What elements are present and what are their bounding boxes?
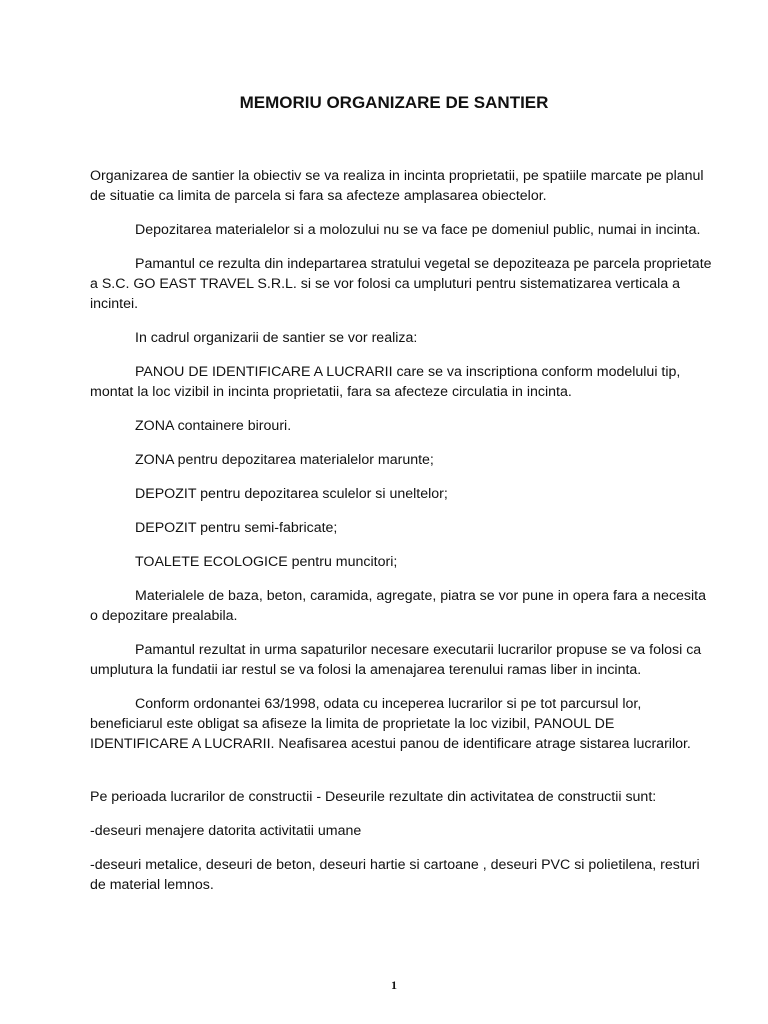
paragraph-id-panel: PANOU DE IDENTIFICARE A LUCRARII care se va inscriptiona conform modelului tip, montat la loc vizibil in incinta proprietatii, fara sa afecteze circulatia in incinta. [90,364,681,400]
paragraph-site-items-intro: In cadrul organizarii de santier se vor realiza: [135,330,418,346]
document-body [90,166,715,909]
list-item: -deseuri menajere datorita activitatii umane [90,823,362,839]
paragraph-excavated-soil: Pamantul rezultat in urma sapaturilor necesare executarii lucrarilor propuse se va folosi ca umplutura la fundatii iar restul se va folosi la amenajarea terenului ramas liber in incinta. [90,642,702,678]
list-item: ZONA containere birouri. [135,418,292,434]
page-number: 1 [391,978,397,992]
paragraph-soil: Pamantul ce rezulta din indepartarea stratului vegetal se depoziteaza pe parcela proprietate a S.C. GO EAST TRAVEL S.R.L. si se vor folosi ca umpluturi pentru sistematizarea verticala a incintei. [90,256,712,312]
paragraph-intro: Organizarea de santier la obiectiv se va realiza in incinta proprietatii, pe spatiile marcate pe planul de situatie ca limita de parcela si fara sa afecteze amplasarea obiectelor. [90,168,704,204]
paragraph-materials-storage: Depozitarea materialelor si a molozului nu se va face pe domeniul public, numai in incinta. [135,222,701,238]
list-item: TOALETE ECOLOGICE pentru muncitori; [135,554,398,570]
list-item: DEPOZIT pentru semi-fabricate; [135,520,338,536]
list-item: ZONA pentru depozitarea materialelor marunte; [135,452,434,468]
list-item: -deseuri metalice, deseuri de beton, deseuri hartie si cartoane , deseuri PVC si polietilena, resturi de material lemnos. [90,857,700,893]
page-title: MEMORIU ORGANIZARE DE SANTIER [239,93,549,112]
paragraph-waste-intro: Pe perioada lucrarilor de constructii - Deseurile rezultate din activitatea de constructii sunt: [90,789,657,805]
list-item: DEPOZIT pentru depozitarea sculelor si uneltelor; [135,486,448,502]
paragraph-base-materials: Materialele de baza, beton, caramida, agregate, piatra se vor pune in opera fara a necesita o depozitare prealabila. [90,588,707,624]
paragraph-ordinance: Conform ordonantei 63/1998, odata cu inceperea lucrarilor si pe tot parcursul lor, beneficiarul este obligat sa afiseze la limita de proprietate la loc vizibil, PANOUL DE IDENTIFICARE A LUCRARII. Neafisarea acestui panou de identificare atrage sistarea lucrarilor. [90,696,691,752]
